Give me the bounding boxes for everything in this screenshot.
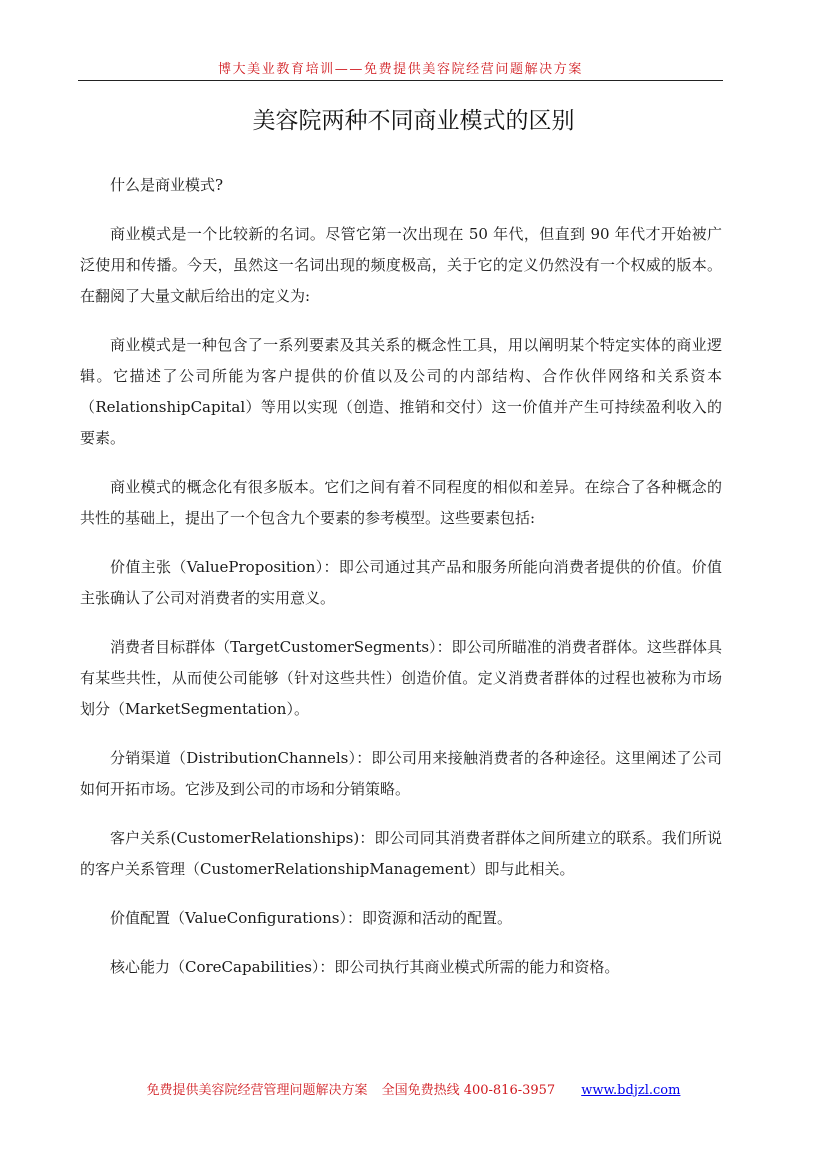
paragraph-question: 什么是商业模式?	[110, 176, 224, 194]
paragraph-definition: 商业模式是一种包含了一系列要素及其关系的概念性工具，用以阐明某个特定实体的商业逻辑。它描述了公司所能为客户提供的价值以及公司的内部结构、合作伙伴网络和关系资本（RelationshipCapital）等用以实现（创造、推销和交付）这一价值并产生可持续盈利收入的要素。	[80, 336, 722, 447]
document-title: 美容院两种不同商业模式的区别	[252, 108, 575, 134]
paragraph-value-configurations: 价值配置（ValueConfigurations）：即资源和活动的配置。	[110, 909, 512, 927]
footer-service-text: 免费提供美容院经营管理问题解决方案	[146, 1083, 368, 1098]
paragraph-core-capabilities: 核心能力（CoreCapabilities）：即公司执行其商业模式所需的能力和资格。	[110, 958, 620, 976]
document-body	[80, 170, 722, 1001]
footer-website-link[interactable]: www.bdjzl.com	[581, 1083, 681, 1098]
paragraph-distribution-channels: 分销渠道（DistributionChannels）：即公司用来接触消费者的各种途径。这里阐述了公司如何开拓市场。它涉及到公司的市场和分销策略。	[80, 749, 722, 798]
paragraph-value-proposition: 价值主张（ValueProposition）：即公司通过其产品和服务所能向消费者提供的价值。价值主张确认了公司对消费者的实用意义。	[80, 558, 722, 607]
paragraph-intro: 商业模式是一个比较新的名词。尽管它第一次出现在 50 年代，但直到 90 年代才开始被广泛使用和传播。今天，虽然这一名词出现的频度极高，关于它的定义仍然没有一个权威的版本。在翻阅了大量文献后给出的定义为:	[80, 225, 722, 305]
page-header	[78, 58, 723, 81]
paragraph-model-overview: 商业模式的概念化有很多版本。它们之间有着不同程度的相似和差异。在综合了各种概念的共性的基础上，提出了一个包含九个要素的参考模型。这些要素包括:	[80, 478, 722, 527]
header-text: 博大美业教育培训——免费提供美容院经营问题解决方案	[217, 62, 583, 77]
paragraph-target-customers: 消费者目标群体（TargetCustomerSegments）：即公司所瞄准的消费者群体。这些群体具有某些共性，从而使公司能够（针对这些共性）创造价值。定义消费者群体的过程也被称为市场划分（MarketSegmentation）。	[80, 638, 722, 718]
footer-hotline: 全国免费热线 400-816-3957	[381, 1083, 556, 1098]
page-footer	[0, 1081, 827, 1101]
paragraph-customer-relationships: 客户关系(CustomerRelationships)：即公司同其消费者群体之间所建立的联系。我们所说的客户关系管理（CustomerRelationshipManagement）即与此相关。	[80, 829, 722, 878]
